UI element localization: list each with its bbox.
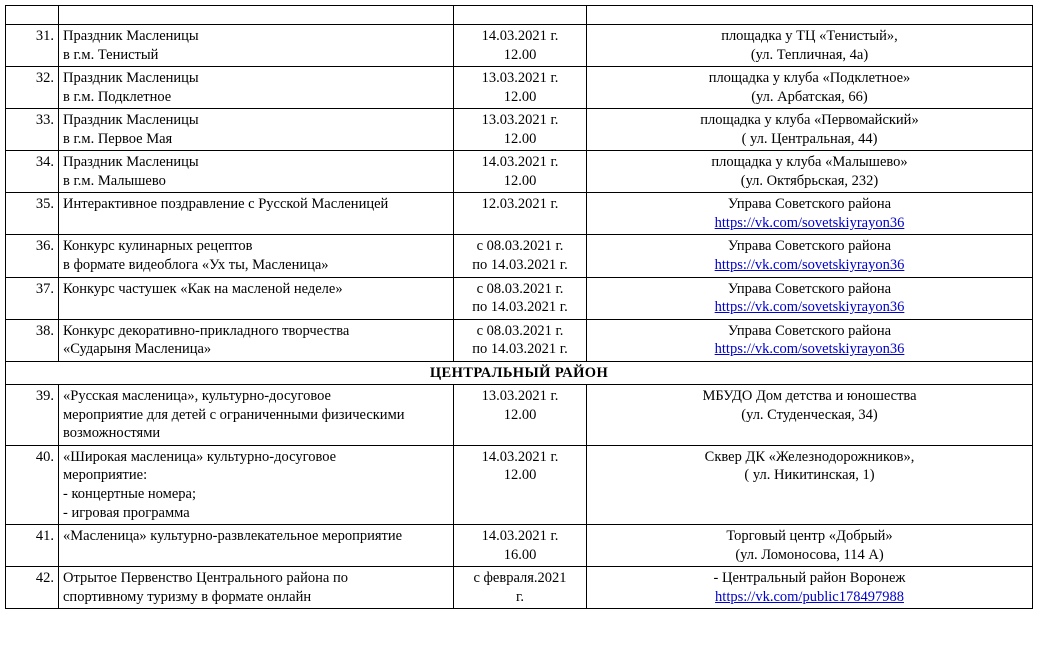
- event-name-line: в формате видеоблога «Ух ты, Масленица»: [63, 257, 329, 274]
- time-line: 12.00: [503, 130, 537, 147]
- cell-number: [6, 6, 59, 25]
- place-line: Сквер ДК «Железнодорожников»,: [704, 448, 915, 465]
- cell-place: [587, 25, 1033, 67]
- event-name-line: в г.м. Подклетное: [63, 88, 172, 105]
- cell-date: [454, 567, 587, 609]
- section-header-row: [6, 361, 1033, 385]
- events-schedule-table: [5, 5, 1033, 609]
- date-line: 13.03.2021 г.: [481, 70, 559, 87]
- cell-date: [454, 445, 587, 524]
- event-name-line: в г.м. Первое Мая: [63, 130, 173, 147]
- date-line: с 08.03.2021 г.: [476, 280, 564, 297]
- place-line: Управа Советского района: [727, 280, 892, 297]
- cell-event-name: [59, 151, 454, 193]
- table-row: [6, 385, 1033, 446]
- table-row: [6, 235, 1033, 277]
- place-line: - Центральный район Воронеж: [713, 570, 906, 587]
- cell-place: [587, 67, 1033, 109]
- event-name-line: Конкурс частушек «Как на масленой неделе»: [63, 280, 343, 297]
- event-name-line: Праздник Масленицы: [63, 70, 199, 87]
- cell-number: 36.: [6, 235, 59, 277]
- cell-event-name: [59, 235, 454, 277]
- place-line: площадка у клуба «Малышево»: [711, 154, 908, 171]
- event-name-line: - игровая программа: [63, 504, 190, 521]
- place-address-line: (ул. Арбатская, 66): [751, 88, 868, 105]
- cell-number: 40.: [6, 445, 59, 524]
- place-address-line: (ул. Ломоносова, 114 А): [735, 546, 884, 563]
- cell-event-name: [59, 193, 454, 235]
- cell-date: [454, 525, 587, 567]
- event-name-line: в г.м. Тенистый: [63, 46, 159, 63]
- cell-number: 35.: [6, 193, 59, 235]
- vk-link[interactable]: https://vk.com/sovetskiyrayon36: [714, 214, 905, 231]
- event-name-line: Праздник Масленицы: [63, 28, 199, 44]
- event-name-line: Праздник Масленицы: [63, 154, 199, 171]
- time-line: 12.00: [503, 172, 537, 189]
- cell-event-name: [59, 67, 454, 109]
- table-row: [6, 445, 1033, 524]
- cell-number: 37.: [6, 277, 59, 319]
- time-line: 12.00: [503, 467, 537, 484]
- table-row: [6, 277, 1033, 319]
- event-name-line: Праздник Масленицы: [63, 112, 199, 129]
- date-line: г.: [516, 588, 524, 605]
- date-line: 14.03.2021 г.: [481, 154, 559, 171]
- cell-place: [587, 151, 1033, 193]
- date-line: по 14.03.2021 г.: [472, 299, 568, 316]
- cell-place: [587, 567, 1033, 609]
- place-line: Управа Советского района: [727, 322, 892, 339]
- event-name-line: в г.м. Малышево: [63, 172, 166, 189]
- vk-link[interactable]: https://vk.com/sovetskiyrayon36: [714, 341, 905, 358]
- event-name-line: Конкурс кулинарных рецептов: [63, 238, 253, 255]
- event-name-line: Конкурс декоративно-прикладного творчества: [63, 322, 350, 339]
- table-row: [6, 151, 1033, 193]
- event-name-line: «Широкая масленица» культурно-досуговое: [63, 448, 337, 465]
- table-row: [6, 193, 1033, 235]
- time-line: 12.00: [503, 406, 537, 423]
- cell-event-name: [59, 109, 454, 151]
- date-line: 13.03.2021 г.: [481, 388, 559, 405]
- date-line: с 08.03.2021 г.: [476, 238, 564, 255]
- cell-place: [587, 445, 1033, 524]
- cell-event-name: [59, 277, 454, 319]
- event-name-line: возможностями: [63, 425, 161, 442]
- date-line: с 08.03.2021 г.: [476, 322, 564, 339]
- cell-number: 42.: [6, 567, 59, 609]
- cell-event-name: [59, 567, 454, 609]
- vk-link[interactable]: https://vk.com/public178497988: [715, 588, 904, 605]
- table-body: [6, 6, 1033, 609]
- event-name-line: Интерактивное поздравление с Русской Масленицей: [63, 196, 389, 213]
- cell-date: [454, 193, 587, 235]
- date-line: по 14.03.2021 г.: [472, 341, 568, 358]
- date-line: 14.03.2021 г.: [481, 448, 559, 465]
- cell-date: [454, 25, 587, 67]
- cell-number: 38.: [6, 319, 59, 361]
- date-line: 14.03.2021 г.: [481, 528, 559, 545]
- vk-link[interactable]: https://vk.com/sovetskiyrayon36: [714, 257, 905, 274]
- cell-event-name: [59, 525, 454, 567]
- place-address-line: (ул. Тепличная, 4а): [750, 46, 869, 63]
- cell-date: [454, 6, 587, 25]
- district-section-title: ЦЕНТРАЛЬНЫЙ РАЙОН: [6, 361, 1033, 385]
- place-line: площадка у ТЦ «Тенистый»,: [721, 28, 898, 44]
- cell-number: 41.: [6, 525, 59, 567]
- cell-place: [587, 6, 1033, 25]
- cell-place: [587, 277, 1033, 319]
- cell-date: [454, 235, 587, 277]
- table-row-partial-top: [6, 6, 1033, 25]
- cell-place: [587, 385, 1033, 446]
- place-address-line: (ул. Октябрьская, 232): [740, 172, 879, 189]
- event-name-line: - концертные номера;: [63, 486, 196, 503]
- place-address-line: ( ул. Центральная, 44): [741, 130, 878, 147]
- place-line: МБУДО Дом детства и юношества: [702, 388, 917, 405]
- time-line: 12.00: [503, 88, 537, 105]
- date-line: 13.03.2021 г.: [481, 112, 559, 129]
- cell-place: [587, 235, 1033, 277]
- date-line: 14.03.2021 г.: [481, 28, 559, 44]
- cell-date: [454, 109, 587, 151]
- cell-number: 34.: [6, 151, 59, 193]
- event-name-line: «Русская масленица», культурно-досуговое: [63, 388, 331, 405]
- place-line: Торговый центр «Добрый»: [726, 528, 893, 545]
- date-line: 12.03.2021 г.: [481, 196, 559, 213]
- cell-date: [454, 385, 587, 446]
- vk-link[interactable]: https://vk.com/sovetskiyrayon36: [714, 299, 905, 316]
- date-line: по 14.03.2021 г.: [472, 257, 568, 274]
- place-address-line: ( ул. Никитинская, 1): [744, 467, 875, 484]
- event-name-line: «Сударыня Масленица»: [63, 341, 212, 358]
- cell-date: [454, 151, 587, 193]
- table-row: [6, 525, 1033, 567]
- table-row: [6, 25, 1033, 67]
- cell-date: [454, 67, 587, 109]
- cell-number: 31.: [6, 25, 59, 67]
- cell-number: 39.: [6, 385, 59, 446]
- cell-number: 32.: [6, 67, 59, 109]
- place-address-line: (ул. Студенческая, 34): [741, 406, 878, 423]
- event-name-line: «Масленица» культурно-развлекательное мероприятие: [63, 528, 403, 545]
- document-page: [0, 5, 1037, 653]
- cell-place: [587, 109, 1033, 151]
- cell-date: [454, 277, 587, 319]
- cell-event-name: [59, 385, 454, 446]
- place-line: площадка у клуба «Подклетное»: [708, 70, 911, 87]
- event-name-line: спортивному туризму в формате онлайн: [63, 588, 312, 605]
- cell-event-name: [59, 6, 454, 25]
- time-line: 12.00: [503, 46, 537, 63]
- table-row: [6, 319, 1033, 361]
- cell-place: [587, 525, 1033, 567]
- date-line: с февраля.2021: [473, 570, 567, 587]
- cell-place: [587, 193, 1033, 235]
- cell-place: [587, 319, 1033, 361]
- table-row: [6, 567, 1033, 609]
- event-name-line: Отрытое Первенство Центрального района по: [63, 570, 348, 587]
- cell-date: [454, 319, 587, 361]
- cell-event-name: [59, 25, 454, 67]
- cell-event-name: [59, 319, 454, 361]
- place-line: Управа Советского района: [727, 196, 892, 213]
- cell-event-name: [59, 445, 454, 524]
- time-line: 16.00: [503, 546, 537, 563]
- table-row: [6, 109, 1033, 151]
- place-line: Управа Советского района: [727, 238, 892, 255]
- cell-number: 33.: [6, 109, 59, 151]
- table-row: [6, 67, 1033, 109]
- event-name-line: мероприятие:: [63, 467, 148, 484]
- place-line: площадка у клуба «Первомайский»: [700, 112, 919, 129]
- event-name-line: мероприятие для детей с ограниченными физическими: [63, 406, 405, 423]
